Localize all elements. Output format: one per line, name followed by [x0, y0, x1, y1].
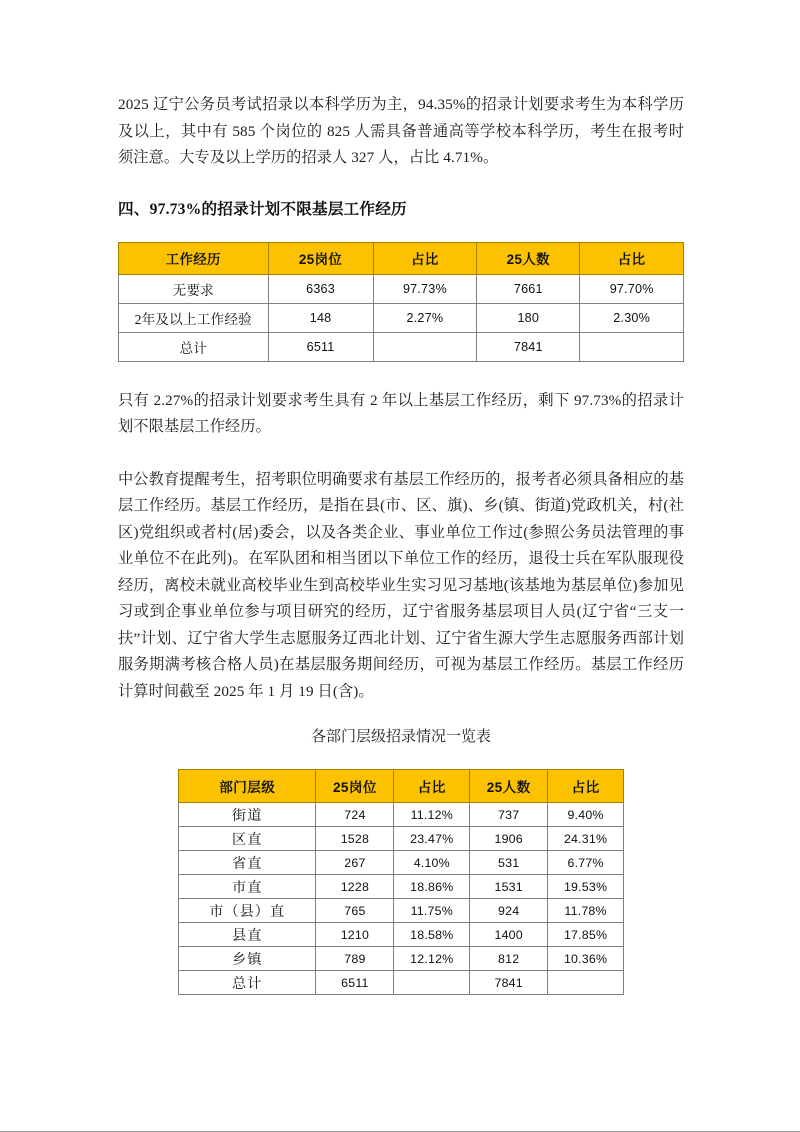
cell-label: 区直	[179, 827, 316, 851]
spacer	[118, 749, 684, 769]
cell-headcount: 812	[470, 947, 548, 971]
cell-headcount: 7661	[477, 274, 580, 303]
cell-positions-share: 2.27%	[373, 303, 477, 332]
column-header-positions-25: 25岗位	[316, 770, 394, 803]
table-row	[179, 899, 624, 923]
cell-headcount: 7841	[477, 332, 580, 361]
column-header-headcount-share: 占比	[548, 770, 624, 803]
spacer	[118, 441, 684, 467]
cell-label: 无要求	[119, 274, 269, 303]
cell-positions: 1210	[316, 923, 394, 947]
table-row	[179, 923, 624, 947]
cell-headcount: 924	[470, 899, 548, 923]
table-row	[119, 274, 684, 303]
table-row-total	[119, 332, 684, 361]
cell-headcount-share: 17.85%	[548, 923, 624, 947]
table-department-level	[178, 769, 624, 995]
cell-headcount-share: 9.40%	[548, 803, 624, 827]
column-header-headcount-25: 25人数	[477, 242, 580, 274]
column-header-headcount-share: 占比	[580, 242, 684, 274]
cell-positions: 6511	[268, 332, 373, 361]
section-heading-four: 四、97.73%的招录计划不限基层工作经历	[118, 200, 407, 218]
table-work-experience	[118, 242, 684, 362]
table-row	[119, 303, 684, 332]
cell-positions-share: 97.73%	[373, 274, 477, 303]
paragraph-grassroots-definition: 中公教育提醒考生，招考职位明确要求有基层工作经历的，报考者必须具备相应的基层工作经历。基层工作经历，是指在县(市、区、旗)、乡(镇、街道)党政机关，村(社区)党组织或者村(居)委会，以及各类企业、事业单位工作过(参照公务员法管理的事业单位不在此列)。在军队团和相当团以下单位工作的经历，退役士兵在军队服现役经历，离校未就业高校毕业生到高校毕业生实习见习基地(该基地为基层单位)参加见习或到企事业单位参与项目研究的经历，辽宁省服务基层项目人员(辽宁省“三支一扶”计划、辽宁省大学生志愿服务辽西北计划、辽宁省生源大学生志愿服务西部计划服务期满考核合格人员)在基层服务期间经历，可视为基层工作经历。基层工作经历计算时间截至 2025 年 1 月 19 日(含)。	[118, 470, 684, 700]
cell-headcount: 180	[477, 303, 580, 332]
column-header-positions-25: 25岗位	[268, 242, 373, 274]
cell-headcount: 531	[470, 851, 548, 875]
cell-headcount: 1400	[470, 923, 548, 947]
cell-label: 2年及以上工作经验	[119, 303, 269, 332]
cell-label: 市直	[179, 875, 316, 899]
cell-headcount-share: 6.77%	[548, 851, 624, 875]
table-row	[179, 947, 624, 971]
cell-headcount-share: 24.31%	[548, 827, 624, 851]
spacer	[118, 222, 684, 242]
cell-headcount-share	[548, 971, 624, 995]
cell-label: 总计	[179, 971, 316, 995]
cell-headcount: 7841	[470, 971, 548, 995]
cell-positions: 1528	[316, 827, 394, 851]
cell-headcount-share	[580, 332, 684, 361]
table-row	[179, 827, 624, 851]
document-content	[118, 92, 684, 995]
cell-label: 街道	[179, 803, 316, 827]
table-row-total	[179, 971, 624, 995]
cell-positions: 724	[316, 803, 394, 827]
cell-headcount-share: 2.30%	[580, 303, 684, 332]
cell-positions: 1228	[316, 875, 394, 899]
table-header-row	[119, 242, 684, 274]
cell-positions-share: 12.12%	[394, 947, 470, 971]
cell-label: 市（县）直	[179, 899, 316, 923]
cell-positions-share: 23.47%	[394, 827, 470, 851]
column-header-department-level: 部门层级	[179, 770, 316, 803]
table-row	[179, 803, 624, 827]
cell-label: 县直	[179, 923, 316, 947]
table-caption-department-level: 各部门层级招录情况一览表	[310, 729, 491, 745]
cell-headcount: 1531	[470, 875, 548, 899]
table-row	[179, 851, 624, 875]
cell-positions: 148	[268, 303, 373, 332]
column-header-positions-share: 占比	[394, 770, 470, 803]
cell-positions-share: 18.86%	[394, 875, 470, 899]
cell-positions: 765	[316, 899, 394, 923]
spacer	[118, 172, 684, 198]
cell-positions-share: 11.12%	[394, 803, 470, 827]
cell-positions-share	[373, 332, 477, 361]
table-header-row	[179, 770, 624, 803]
column-header-work-experience: 工作经历	[119, 242, 269, 274]
cell-positions-share	[394, 971, 470, 995]
paragraph-grassroots-requirement: 只有 2.27%的招录计划要求考生具有 2 年以上基层工作经历，剩下 97.73%的招录计划不限基层工作经历。	[118, 391, 684, 435]
cell-headcount: 1906	[470, 827, 548, 851]
spacer	[118, 362, 684, 388]
cell-label: 省直	[179, 851, 316, 875]
cell-positions-share: 4.10%	[394, 851, 470, 875]
cell-headcount-share: 11.78%	[548, 899, 624, 923]
cell-positions: 789	[316, 947, 394, 971]
cell-headcount: 737	[470, 803, 548, 827]
cell-positions-share: 18.58%	[394, 923, 470, 947]
cell-headcount-share: 19.53%	[548, 875, 624, 899]
cell-label: 总计	[119, 332, 269, 361]
column-header-headcount-25: 25人数	[470, 770, 548, 803]
paragraph-education-summary: 2025 辽宁公务员考试招录以本科学历为主，94.35%的招录计划要求考生为本科学历及以上，其中有 585 个岗位的 825 人需具备普通高等学校本科学历，考生在报考时须注意。大专及以上学历的招录人 327 人，占比 4.71%。	[118, 96, 684, 166]
table-department-level-wrapper	[118, 769, 684, 995]
table-row	[179, 875, 624, 899]
cell-label: 乡镇	[179, 947, 316, 971]
column-header-positions-share: 占比	[373, 242, 477, 274]
cell-positions-share: 11.75%	[394, 899, 470, 923]
cell-headcount-share: 10.36%	[548, 947, 624, 971]
cell-positions: 6511	[316, 971, 394, 995]
spacer	[118, 705, 684, 725]
cell-headcount-share: 97.70%	[580, 274, 684, 303]
cell-positions: 267	[316, 851, 394, 875]
cell-positions: 6363	[268, 274, 373, 303]
